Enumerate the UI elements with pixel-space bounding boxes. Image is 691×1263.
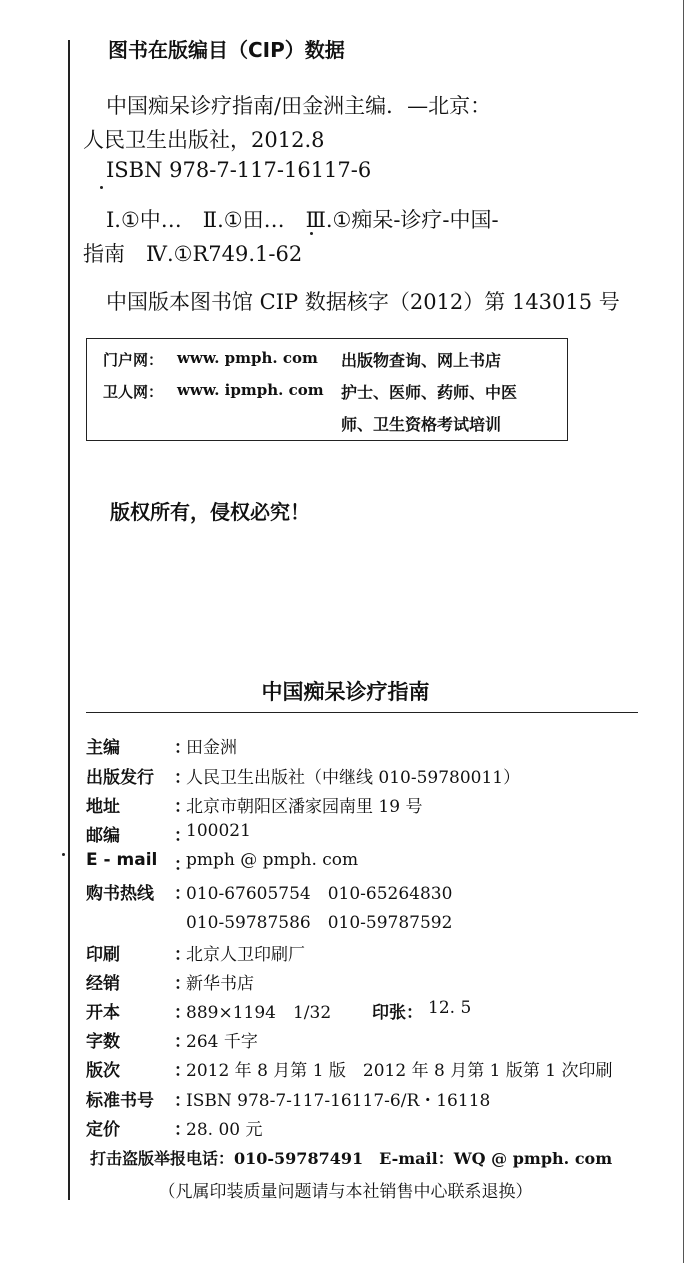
portal-desc: 出版物查询、网上书店 [341,351,502,370]
row-label: 标准书号 [86,1091,154,1111]
row-label: 定价 [86,1120,120,1140]
portal-label: 门户网： [103,351,164,369]
health-label: 卫人网： [103,383,164,401]
quality-note: （凡属印装质量问题请与本社销售中心联系退换） [158,1182,533,1202]
row-value: 新华书店 [186,974,254,994]
row-value: 010-67605754 010-65264830 [186,884,453,904]
health-desc-1: 护士、医师、药师、中医 [341,383,518,402]
scan-speck [100,186,103,189]
left-margin-rule [68,40,70,1200]
portal-info-box [86,338,568,441]
scan-speck [62,853,65,856]
copyright-notice: 版权所有，侵权必究！ [110,500,310,524]
row-value: 010-59787586 010-59787592 [186,913,453,933]
row-value: 2012 年 8 月第 1 版 2012 年 8 月第 1 版第 1 次印刷 [186,1061,613,1081]
row-label: 版次 [86,1061,120,1081]
cip-line-1: 中国痴呆诊疗指南/田金洲主编．—北京： [106,94,492,118]
row-label: 购书热线 [86,884,154,904]
row-label: 主编 [86,738,120,758]
health-url: www. ipmph. com [177,381,324,399]
right-edge-line [683,0,684,1263]
row-label: 出版发行 [86,768,154,788]
row-value: 人民卫生出版社（中继线 010-59780011） [186,768,521,788]
row-label: 字数 [86,1032,120,1052]
row-label: 经销 [86,974,120,994]
piracy-hotline: 打击盗版举报电话：010-59787491 E-mail：WQ @ pmph. com [90,1149,613,1168]
cip-line-3: ISBN 978-7-117-16117-6 [106,158,372,182]
cip-line-2: 人民卫生出版社，2012.8 [83,128,325,152]
health-desc-2: 师、卫生资格考试培训 [341,415,502,434]
sheets-label: 印张： [372,1003,423,1023]
portal-url: www. pmph. com [177,349,318,367]
row-value: ISBN 978-7-117-16117-6/R・16118 [186,1091,491,1111]
row-value: 北京人卫印刷厂 [186,945,305,965]
row-label: 印刷 [86,945,120,965]
row-label: 邮编 [86,826,120,846]
row-label: 开本 [86,1003,120,1023]
cip-line-5: 指南 Ⅳ.①R749.1-62 [83,242,303,266]
row-label: E - mail [86,850,158,870]
row-value: 264 千字 [186,1032,258,1052]
sheets-value: 12. 5 [428,998,472,1018]
title-divider [86,712,638,713]
book-title: 中国痴呆诊疗指南 [261,680,430,704]
row-value: 889×1194 1/32 [186,1003,332,1023]
row-value: 田金洲 [186,738,237,758]
row-value: 北京市朝阳区潘家园南里 19 号 [186,797,423,817]
row-value: 28. 00 元 [186,1120,263,1140]
cip-line-4: Ⅰ.①中… Ⅱ.①田… Ⅲ.①痴呆-诊疗-中国- [106,208,499,232]
row-label: 地址 [86,797,120,817]
cip-heading: 图书在版编目（CIP）数据 [108,38,345,62]
cip-line-6: 中国版本图书馆 CIP 数据核字（2012）第 143015 号 [106,290,620,314]
row-value: pmph @ pmph. com [186,850,359,870]
scan-speck [310,232,313,235]
row-value: 100021 [186,821,251,841]
